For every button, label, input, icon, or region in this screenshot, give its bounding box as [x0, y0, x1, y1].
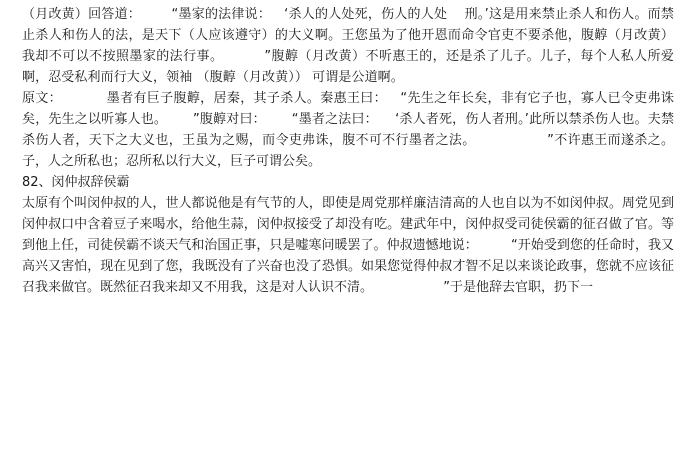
section-heading-82: 82、闵仲叔辞侯霸: [22, 175, 130, 190]
paragraph-translation-opening: （月改黄）回答道： “墨家的法律说： ‘杀人的人处死，伤人的人处 刑。’这是用来禁止杀人和伤人。而禁止杀人和伤人的法，是天下（人应该遵守）的大义啊。王您虽为了他开恩而命令官吏不要杀他，腹䵍（月改黄）我却不可以不按照墨家的法行事。 ”腹䵍（月改黄）不听惠王的，还是杀了儿子。儿子，每个人私人所爱啊，忍受私利而行大义，领袖 （腹䵍（月改黄）） 可谓是公道啊。: [22, 7, 674, 85]
paragraph-original-text: 原文： 墨者有巨子腹䵍，居秦，其子杀人。秦惠王曰： “先生之年长矣，非有它子也，寡人已令吏弗诛矣，先生之以听寡人也。 ”腹䵍对曰： “墨者之法曰： ‘杀人者死，伤人者刑。’此所以禁杀伤人也。夫禁杀伤人者，天下之大义也，王虽为之赐，而令吏弗诛，腹不可不行墨者之法。 ”不许惠王而遂杀之。子，人之所私也；忍所私以行大义，巨子可谓公矣。: [22, 91, 674, 169]
paragraph-story-82: 太原有个叫闵仲叔的人，世人都说他是有气节的人，即使是周党那样廉洁清高的人也自以为不如闵仲叔。周党见到闵仲叔口中含着豆子来喝水，给他生蒜，闵仲叔接受了却没有吃。建武年中，闵仲叔受司徒侯霸的征召做了官。等到他上任，司徒侯霸不谈天气和治国正事，只是嘘寒问暖罢了。仲叔遗憾地说： “开始受到您的任命时，我又高兴又害怕，现在见到了您，我既没有了兴奋也没了恐惧。如果您觉得仲叔才智不足以来谈论政事，您就不应该征召我来做官。既然征召我来却又不用我，这是对人认识不清。 ”于是他辞去官职，扔下一: [22, 196, 674, 295]
